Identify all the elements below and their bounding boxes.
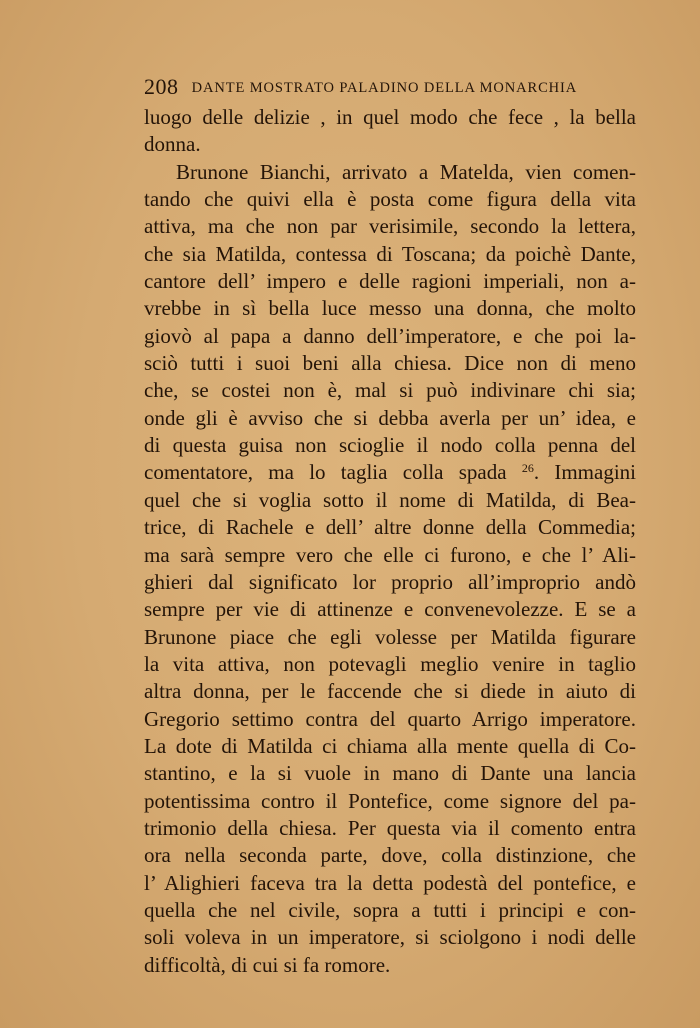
text-line: donna. [144,132,201,157]
running-title: DANTE MOSTRATO PALADINO DELLA MONARCHIA [191,80,578,96]
text-line: potentissima contro il Pontefice, come signore del pa- [144,788,636,813]
text-line: quella che nel civile, sopra a tutti i principi e con- [144,897,636,922]
text-line-end: . Immagini [533,460,637,485]
text-line: di questa guisa non scioglie il nodo colla penna del [144,433,636,458]
text-line: tando che quivi ella è posta come figura della vita [144,187,636,212]
text-line: onde gli è avviso che si debba averla per un’ idea, e [144,405,636,430]
text-line: vrebbe in sì bella luce messo una donna, che molto [144,296,636,321]
text-line: Gregorio settimo contra del quarto Arrigo imperatore. [144,706,636,731]
text-line-start: comentatore, ma lo taglia colla spada [144,460,507,485]
page-number: 208 [144,74,179,99]
text-line: trice, di Rachele e dell’ altre donne della Commedia; [144,515,636,540]
text-line: l’ Alighieri faceva tra la detta podestà del pontefice, e [144,870,636,895]
text-line: trimonio della chiesa. Per questa via il comento entra [144,815,636,840]
text-line: soli voleva in un imperatore, si sciolgono i nodi delle [144,925,636,950]
text-line: luogo delle delizie , in quel modo che fece , la bella [144,105,636,129]
text-line: ghieri dal significato lor proprio all’improprio andò [144,569,636,594]
text-line: cantore dell’ impero e delle ragioni imperiali, non a- [144,269,636,294]
text-line: La dote di Matilda ci chiama alla mente quella di Co- [144,733,636,758]
text-line: altra donna, per le faccende che si diede in aiuto di [144,679,636,704]
text-line: la vita attiva, non potevagli meglio venire in taglio [144,651,636,676]
text-line: attiva, ma che non par verisimile, secondo la lettera, [144,214,636,239]
text-line: Brunone piace che egli volesse per Matilda figurare [144,624,636,649]
text-line: sempre per vie di attinenze e convenevolezze. E se a [144,597,636,622]
text-line: ma sarà sempre vero che elle ci furono, e che l’ Ali- [144,542,636,567]
text-line: ora nella seconda parte, dove, colla distinzione, che [144,843,636,868]
text-line: stantino, e la si vuole in mano di Dante una lancia [144,761,636,786]
body-text [144,104,636,979]
text-line: quel che si voglia sotto il nome di Matilda, di Bea- [144,487,636,512]
text-line: che, se costei non è, mal si può indivinare chi sia; [144,378,636,403]
paragraph-start-line: Brunone Bianchi, arrivato a Matelda, vien comen- [176,159,636,184]
text-line: giovò al papa a danno dell’imperatore, e che poi la- [144,323,636,348]
text-line: difficoltà, di cui si fa romore. [144,952,391,977]
footnote-reference[interactable]: 26 [521,461,534,476]
page-header [144,74,614,100]
text-line: sciò tutti i suoi beni alla chiesa. Dice non di meno [144,351,636,376]
text-line: che sia Matilda, contessa di Toscana; da poichè Dante, [144,241,636,266]
text-line-with-footnote [144,459,636,486]
